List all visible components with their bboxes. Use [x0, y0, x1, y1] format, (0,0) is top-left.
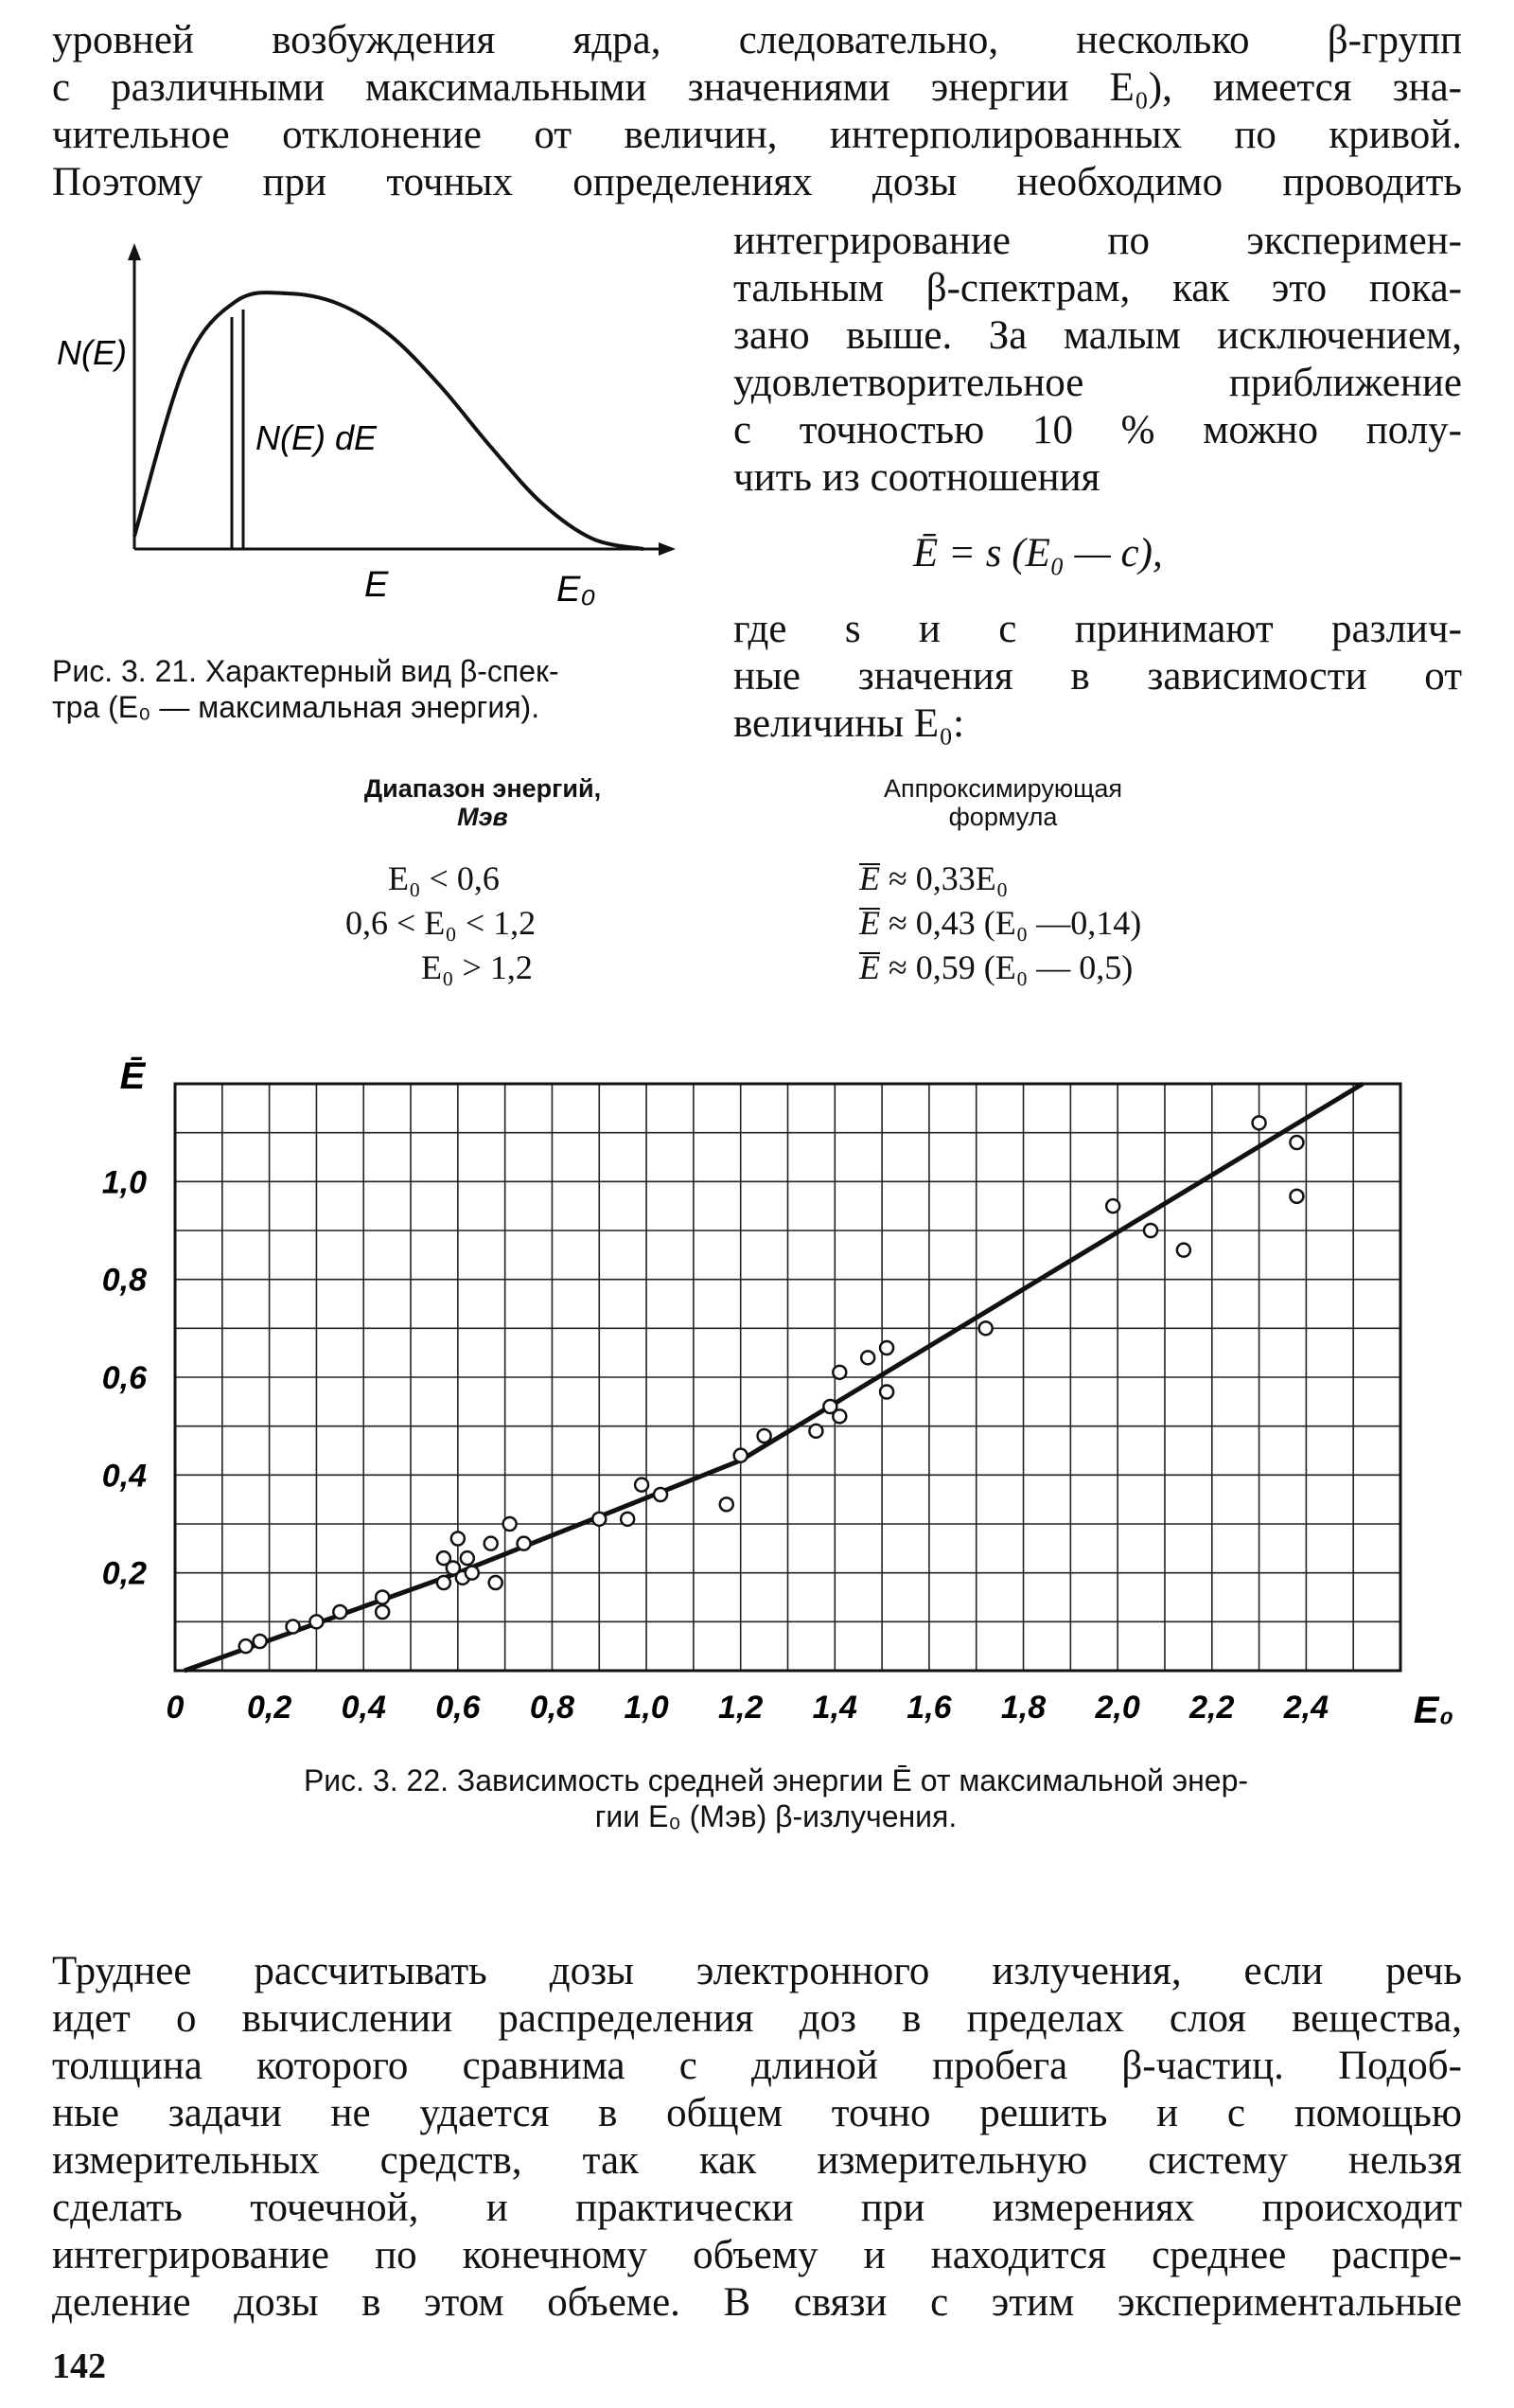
data-point	[461, 1551, 474, 1565]
where-line-2: ные значения в зависимости от	[733, 654, 1462, 699]
y-tick-label: 1,0	[101, 1164, 147, 1201]
data-point	[1144, 1224, 1157, 1237]
top-line-3: чительное отклонение от величин, интерполированных по кривой.	[52, 113, 1462, 157]
formula: Ē = s (E₀ — c),	[913, 531, 1163, 575]
table-range-2: 0,6 < E₀ < 1,2	[345, 904, 537, 942]
e-bar-symbol: E	[859, 904, 880, 942]
data-point	[239, 1639, 253, 1653]
y-tick-label: 0,4	[101, 1458, 147, 1495]
right-line-6: чить из соотношения	[733, 455, 1100, 500]
x-tick-label: 0	[166, 1690, 185, 1726]
table-head-left-1: Диапазон энергий,	[363, 774, 602, 803]
figure-beta-spectrum	[57, 241, 681, 639]
right-line-3: зано выше. За малым исключением,	[733, 313, 1462, 358]
data-point	[333, 1605, 346, 1619]
x-tick-label: 1,4	[812, 1690, 857, 1726]
x-axis-label: E₀	[1413, 1690, 1454, 1731]
figure-2-caption-1: Рис. 3. 22. Зависимость средней энергии Ē от максимальной энер-	[303, 1763, 1249, 1797]
bottom-line-2: идет о вычислении распределения доз в пределах слоя вещества,	[52, 1996, 1462, 2041]
data-point	[758, 1429, 771, 1443]
data-point	[621, 1513, 634, 1526]
where-line-1: где s и c принимают различ-	[733, 607, 1462, 651]
spectrum-curve	[134, 292, 643, 549]
page-number: 142	[52, 2346, 106, 2386]
data-point	[720, 1497, 733, 1511]
x-axis-arrow	[659, 542, 676, 556]
data-point	[1290, 1190, 1303, 1203]
x-tick-label: 1,8	[1000, 1690, 1047, 1726]
data-point	[437, 1576, 450, 1589]
y-label: N(E)	[57, 333, 127, 372]
x-tick-label: 2,2	[1189, 1690, 1235, 1726]
data-point	[979, 1321, 993, 1335]
data-point	[484, 1537, 498, 1550]
right-line-4: удовлетворительное приближение	[733, 361, 1462, 405]
data-point	[309, 1615, 323, 1628]
table-formula-2	[859, 904, 1141, 942]
data-point	[880, 1386, 893, 1399]
y-tick-label: 0,6	[101, 1360, 147, 1396]
data-point	[254, 1635, 267, 1648]
data-point	[376, 1591, 389, 1604]
data-point	[635, 1478, 648, 1492]
table-range-3: E₀ > 1,2	[421, 948, 533, 986]
x-tick-label: 2,0	[1095, 1690, 1140, 1726]
bottom-line-7: интегрирование по конечному объему и находится среднее распре-	[52, 2233, 1462, 2277]
table-head-right-1: Аппроксимирующая	[884, 774, 1122, 803]
e-bar-symbol: E	[859, 948, 880, 986]
data-point	[734, 1449, 748, 1462]
table-head-right-2: формула	[948, 803, 1058, 831]
x-tick-label: 1,0	[624, 1690, 669, 1726]
data-point	[880, 1341, 893, 1354]
data-point	[376, 1605, 389, 1619]
x-tick-label: 1,6	[907, 1690, 952, 1726]
y-axis-label: Ē	[119, 1055, 146, 1097]
x-end-label: E₀	[556, 570, 596, 610]
x-tick-label: 0,6	[435, 1690, 481, 1726]
top-line-1: уровней возбуждения ядра, следовательно, несколько β-групп	[52, 18, 1462, 62]
bottom-line-5: измерительных средств, так как измерительную систему нельзя	[52, 2138, 1462, 2183]
data-point	[1290, 1136, 1303, 1149]
figure-2-caption-2: гии E₀ (Мэв) β-излучения.	[594, 1799, 958, 1833]
table-range-1: E₀ < 0,6	[388, 859, 500, 897]
x-label: E	[364, 565, 389, 605]
data-point	[592, 1513, 606, 1526]
data-point	[451, 1532, 465, 1546]
data-point	[1106, 1199, 1119, 1213]
right-line-5: с точностью 10 % можно полу-	[733, 408, 1462, 452]
top-line-4: Поэтому при точных определениях дозы необходимо проводить	[52, 160, 1462, 204]
x-tick-label: 0,2	[246, 1690, 292, 1726]
table-formula-1	[859, 859, 1008, 897]
bottom-line-4: ные задачи не удается в общем точно решить и с помощью	[52, 2091, 1462, 2135]
data-point	[489, 1576, 502, 1589]
data-point	[833, 1366, 846, 1379]
bottom-line-3: толщина которого сравнима с длиной пробега β-частиц. Подоб-	[52, 2044, 1462, 2088]
formula-text: ≈ 0,33E₀	[889, 859, 1009, 897]
data-point	[1177, 1244, 1190, 1257]
data-point	[466, 1567, 479, 1580]
where-line-3: величины E₀:	[733, 701, 965, 746]
right-line-2: тальным β-спектрам, как это пока-	[733, 266, 1462, 310]
data-point	[287, 1620, 300, 1634]
formula-text: ≈ 0,43 (E₀ —0,14)	[889, 904, 1142, 942]
data-point	[654, 1488, 667, 1501]
x-tick-label: 1,2	[718, 1690, 764, 1726]
strip-label: N(E) dE	[255, 418, 378, 457]
data-point	[1253, 1116, 1266, 1129]
x-tick-label: 2,4	[1283, 1690, 1329, 1726]
data-point	[518, 1537, 531, 1550]
data-point	[861, 1351, 874, 1364]
y-tick-label: 0,8	[101, 1262, 147, 1299]
data-point	[809, 1425, 822, 1438]
bottom-line-6: сделать точечной, и практически при измерениях происходит	[52, 2186, 1462, 2230]
figure-1-caption-1: Рис. 3. 21. Характерный вид β-спек-	[52, 654, 559, 688]
data-point	[833, 1409, 846, 1423]
figure-1-caption-2: тра (E₀ — максимальная энергия).	[52, 690, 540, 724]
y-axis-arrow	[128, 243, 141, 260]
x-tick-label: 0,8	[529, 1690, 575, 1726]
table-head-left-2: Мэв	[457, 803, 508, 831]
formula-text: ≈ 0,59 (E₀ — 0,5)	[889, 948, 1134, 986]
bottom-line-1: Труднее рассчитывать дозы электронного излучения, если речь	[52, 1949, 1462, 1993]
e-bar-symbol: E	[859, 859, 880, 897]
bottom-line-8: деление дозы в этом объеме. В связи с этим экспериментальные	[52, 2280, 1462, 2325]
figure-mean-energy-chart	[0, 1032, 1514, 1732]
data-point	[503, 1517, 517, 1531]
table-formula-3	[859, 948, 1133, 986]
y-tick-label: 0,2	[101, 1555, 147, 1592]
right-line-1: интегрирование по эксперимен-	[733, 219, 1462, 263]
x-tick-label: 0,4	[341, 1690, 386, 1726]
top-line-2: с различными максимальными значениями энергии E₀), имеется зна-	[52, 65, 1462, 110]
